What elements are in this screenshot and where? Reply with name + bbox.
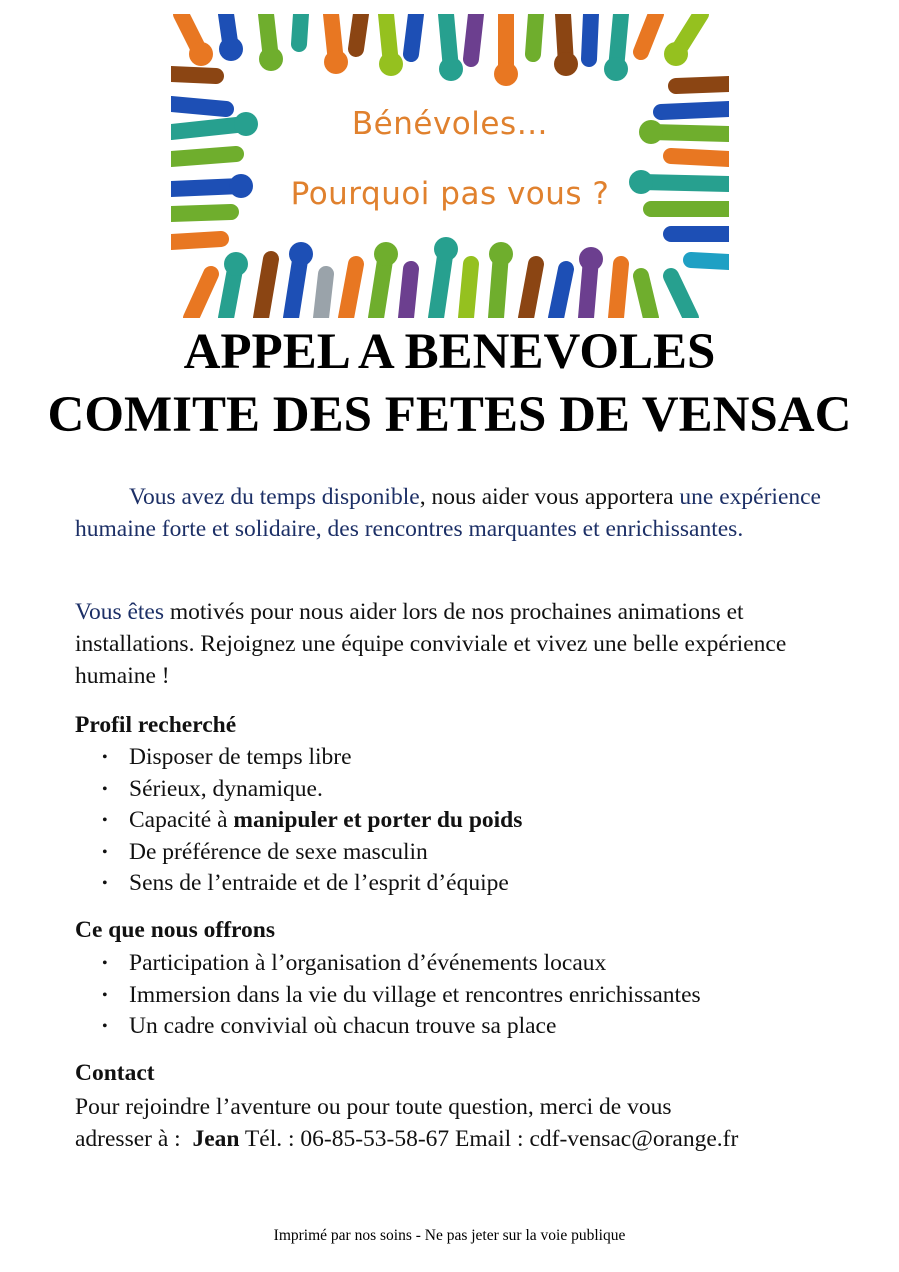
contact-line-2-prefix: adresser à : <box>75 1126 193 1152</box>
offer-list <box>75 948 855 1043</box>
intro-paragraph-2 <box>75 596 845 692</box>
bullet-icon: • <box>102 986 108 1004</box>
bullet-icon: • <box>102 812 108 829</box>
page-title: APPEL A BENEVOLES <box>183 324 716 380</box>
bullet-icon: • <box>102 875 108 892</box>
list-item: • Disposer de temps libre <box>75 742 855 774</box>
raised-hands-illustration <box>171 14 729 318</box>
hand-palms <box>189 37 688 276</box>
list-item: • De préférence de sexe masculin <box>75 837 855 869</box>
bullet-icon: • <box>102 749 108 766</box>
intro-p1-text: , nous aider vous apportera <box>419 484 680 510</box>
offer-heading: Ce que nous offrons <box>75 917 276 943</box>
list-item: • Participation à l’organisation d’événements locaux <box>75 948 855 980</box>
bullet-icon: • <box>102 955 108 972</box>
footer-note: Imprimé par nos soins - Ne pas jeter sur la voie publique <box>273 1227 626 1244</box>
list-item: • Sens de l’entraide et de l’esprit d’équipe <box>75 868 855 900</box>
banner-headline: Bénévoles… <box>351 106 549 142</box>
list-item: • Un cadre convivial où chacun trouve sa place <box>75 1011 855 1043</box>
list-item: • Capacité à manipuler et porter du poids <box>75 805 855 837</box>
volunteer-banner <box>171 14 729 318</box>
bullet-icon: • <box>102 1018 108 1035</box>
banner-subheadline: Pourquoi pas vous ? <box>290 176 610 212</box>
contact-text <box>75 1091 875 1155</box>
list-item: • Immersion dans la vie du village et rencontres enrichissantes <box>75 980 855 1012</box>
contact-name: Jean <box>192 1126 240 1152</box>
bullet-icon: • <box>102 843 108 861</box>
intro-p2-highlight: Vous êtes <box>75 599 164 625</box>
bold-requirement: manipuler et porter du poids <box>233 807 523 833</box>
bullet-icon: • <box>102 780 108 798</box>
intro-p1-highlight-2: une expérience humaine forte et solidaire, des rencontres marquantes et enrichissantes. <box>75 484 821 542</box>
page-subtitle: COMITE DES FETES DE VENSAC <box>47 387 852 443</box>
intro-p2-text: motivés pour nous aider lors de nos prochaines animations et installations. Rejoignez une équipe conviviale et vivez une belle expérience humaine ! <box>75 599 787 689</box>
intro-paragraph-1 <box>75 481 845 545</box>
contact-heading: Contact <box>75 1060 155 1086</box>
contact-details: Tél. : 06-85-53-58-67 Email : cdf-vensac@orange.fr <box>239 1126 739 1152</box>
intro-p1-highlight-1: Vous avez du temps disponible <box>129 484 420 510</box>
contact-line-1: Pour rejoindre l’aventure ou pour toute question, merci de vous <box>75 1094 672 1120</box>
profile-heading: Profil recherché <box>75 712 237 738</box>
list-item: • Sérieux, dynamique. <box>75 774 855 806</box>
profile-list <box>75 742 855 900</box>
